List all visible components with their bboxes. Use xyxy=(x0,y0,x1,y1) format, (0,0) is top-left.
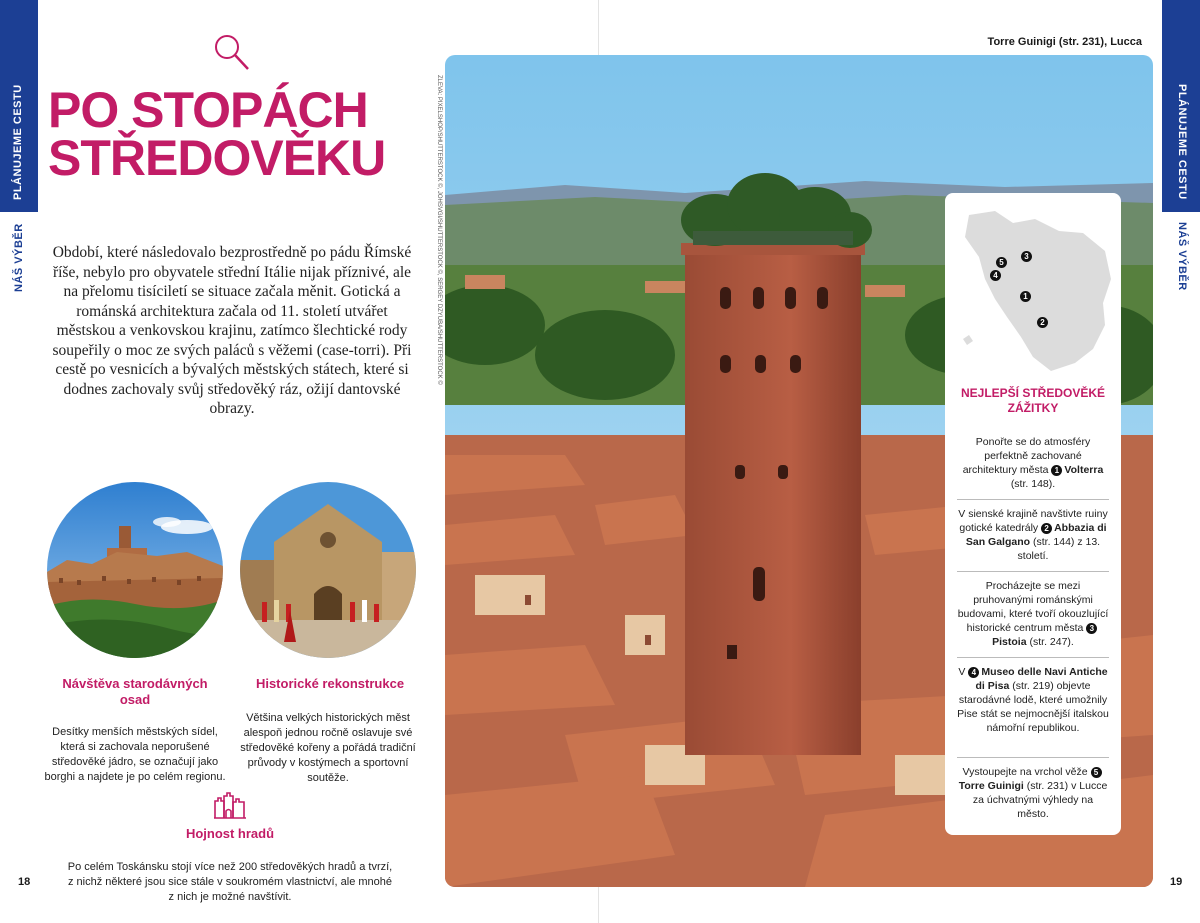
sidebar-divider xyxy=(957,571,1109,572)
church-photo xyxy=(240,482,416,658)
item-4-number: 4 xyxy=(968,667,979,678)
castle-icon xyxy=(213,789,247,824)
map-marker-2: 2 xyxy=(1037,317,1048,328)
map-marker-1: 1 xyxy=(1020,291,1031,302)
highlight-item-4: V 4 Museo delle Navi Antiche di Pisa (str. 219) objevte starodávné lodě, které umožnily Pise stát se nejmocnější italskou námořní republikou. xyxy=(957,666,1109,734)
left-tab-top-label: PLÁNUJEME CESTU xyxy=(12,84,24,200)
photo-credit xyxy=(430,75,444,410)
feature-2-text: Většina velkých historických měst alespoň jednou ročně oslavuje své středověké kořeny a pořádá tradiční průvody v kostýmech a sportovní soutěže. xyxy=(240,712,416,784)
highlight-item-5: Vystoupejte na vrchol věže 5Torre Guinigi (str. 231) v Lucce za úchvatnými výhledy na město. xyxy=(958,766,1108,820)
left-tab-bottom-label: NÁŠ VÝBĚR xyxy=(13,223,25,292)
right-tab-bottom-label: NÁŠ VÝBĚR xyxy=(1176,222,1188,291)
sidebar-divider xyxy=(957,499,1109,500)
item-3-number: 3 xyxy=(1086,623,1097,634)
item-1-number: 1 xyxy=(1051,465,1062,476)
title-line-1: PO STOPÁCH xyxy=(48,82,368,138)
feature-1-text: Desítky menších městských sídel, která si zachovala neporušené středověké jádro, se označují jako borghi a najdete je po celém regionu. xyxy=(44,726,226,783)
page-title xyxy=(48,82,428,186)
tuscany-map xyxy=(955,207,1115,382)
item-5-number: 5 xyxy=(1091,767,1102,778)
hilltown-photo xyxy=(47,482,223,658)
highlights-sidebar xyxy=(945,193,1121,835)
feature-3-text: Po celém Toskánsku stojí více než 200 středověkých hradů a tvrzí, z nichž některé jsou sice stále v soukromém vlastnictví, ale mnohé z nich je možné navštívit. xyxy=(67,861,393,903)
page-number-left: 18 xyxy=(18,876,31,888)
right-tab-top-label: PLÁNUJEME CESTU xyxy=(1176,84,1188,200)
highlight-item-2: V sienské krajině navštivte ruiny gotické katedrály 2 Abbazia di San Galgano (str. 144) z 13. století. xyxy=(958,508,1108,562)
photo-caption: Torre Guinigi (str. 231), Lucca xyxy=(987,36,1142,48)
right-section-tab xyxy=(1162,0,1200,923)
sidebar-divider xyxy=(957,757,1109,758)
map-marker-3: 3 xyxy=(1021,251,1032,262)
photo-credit-text: ZLEVA: PIXELSHOP/SHUTTERSTOCK ©, JOHSVGI/SHUTTERSTOCK ©, SERGEY DZYUBA/SHUTTERSTOCK © xyxy=(436,75,442,385)
feature-2-heading: Historické rekonstrukce xyxy=(255,676,405,691)
feature-3-heading: Hojnost hradů xyxy=(185,826,275,841)
title-line-2: STŘEDOVĚKU xyxy=(48,130,386,186)
item-2-number: 2 xyxy=(1041,523,1052,534)
highlight-item-1: Ponořte se do atmosféry perfektně zachované architektury města 1 Volterra (str. 148). xyxy=(962,436,1104,490)
left-section-tab xyxy=(0,0,38,923)
highlight-item-3: Procházejte se mezi pruhovanými románskými budovami, které tvoří okouzlující historické centrum města 3Pistoia (str. 247). xyxy=(957,580,1109,648)
feature-1-heading: Návštěva starodávných osad xyxy=(62,676,208,707)
map-marker-5: 5 xyxy=(996,257,1007,268)
sidebar-divider xyxy=(957,657,1109,658)
map-marker-4: 4 xyxy=(990,270,1001,281)
page-number-right: 19 xyxy=(1170,876,1183,888)
sidebar-heading: NEJLEPŠÍ STŘEDOVĚKÉ ZÁŽITKY xyxy=(960,386,1106,415)
magnifier-icon xyxy=(212,33,252,78)
intro-paragraph: Období, které následovalo bezprostředně po pádu Římské říše, nebylo pro obyvatele střední Itálie nijak příznivé, ale na přelomu tisíciletí se situace začala měnit. Gotická a románská architektura začala od 11. století utvářet městskou a venkovskou krajinu, zatímco šlechtické rody soupeřily o moc ze svých paláců s věžemi (case-torri). Při cestě po vesnicích a bývalých městských státech, které si dodnes zachovaly svůj středověký ráz, ožijí dantovské obrazy. xyxy=(52,244,412,417)
